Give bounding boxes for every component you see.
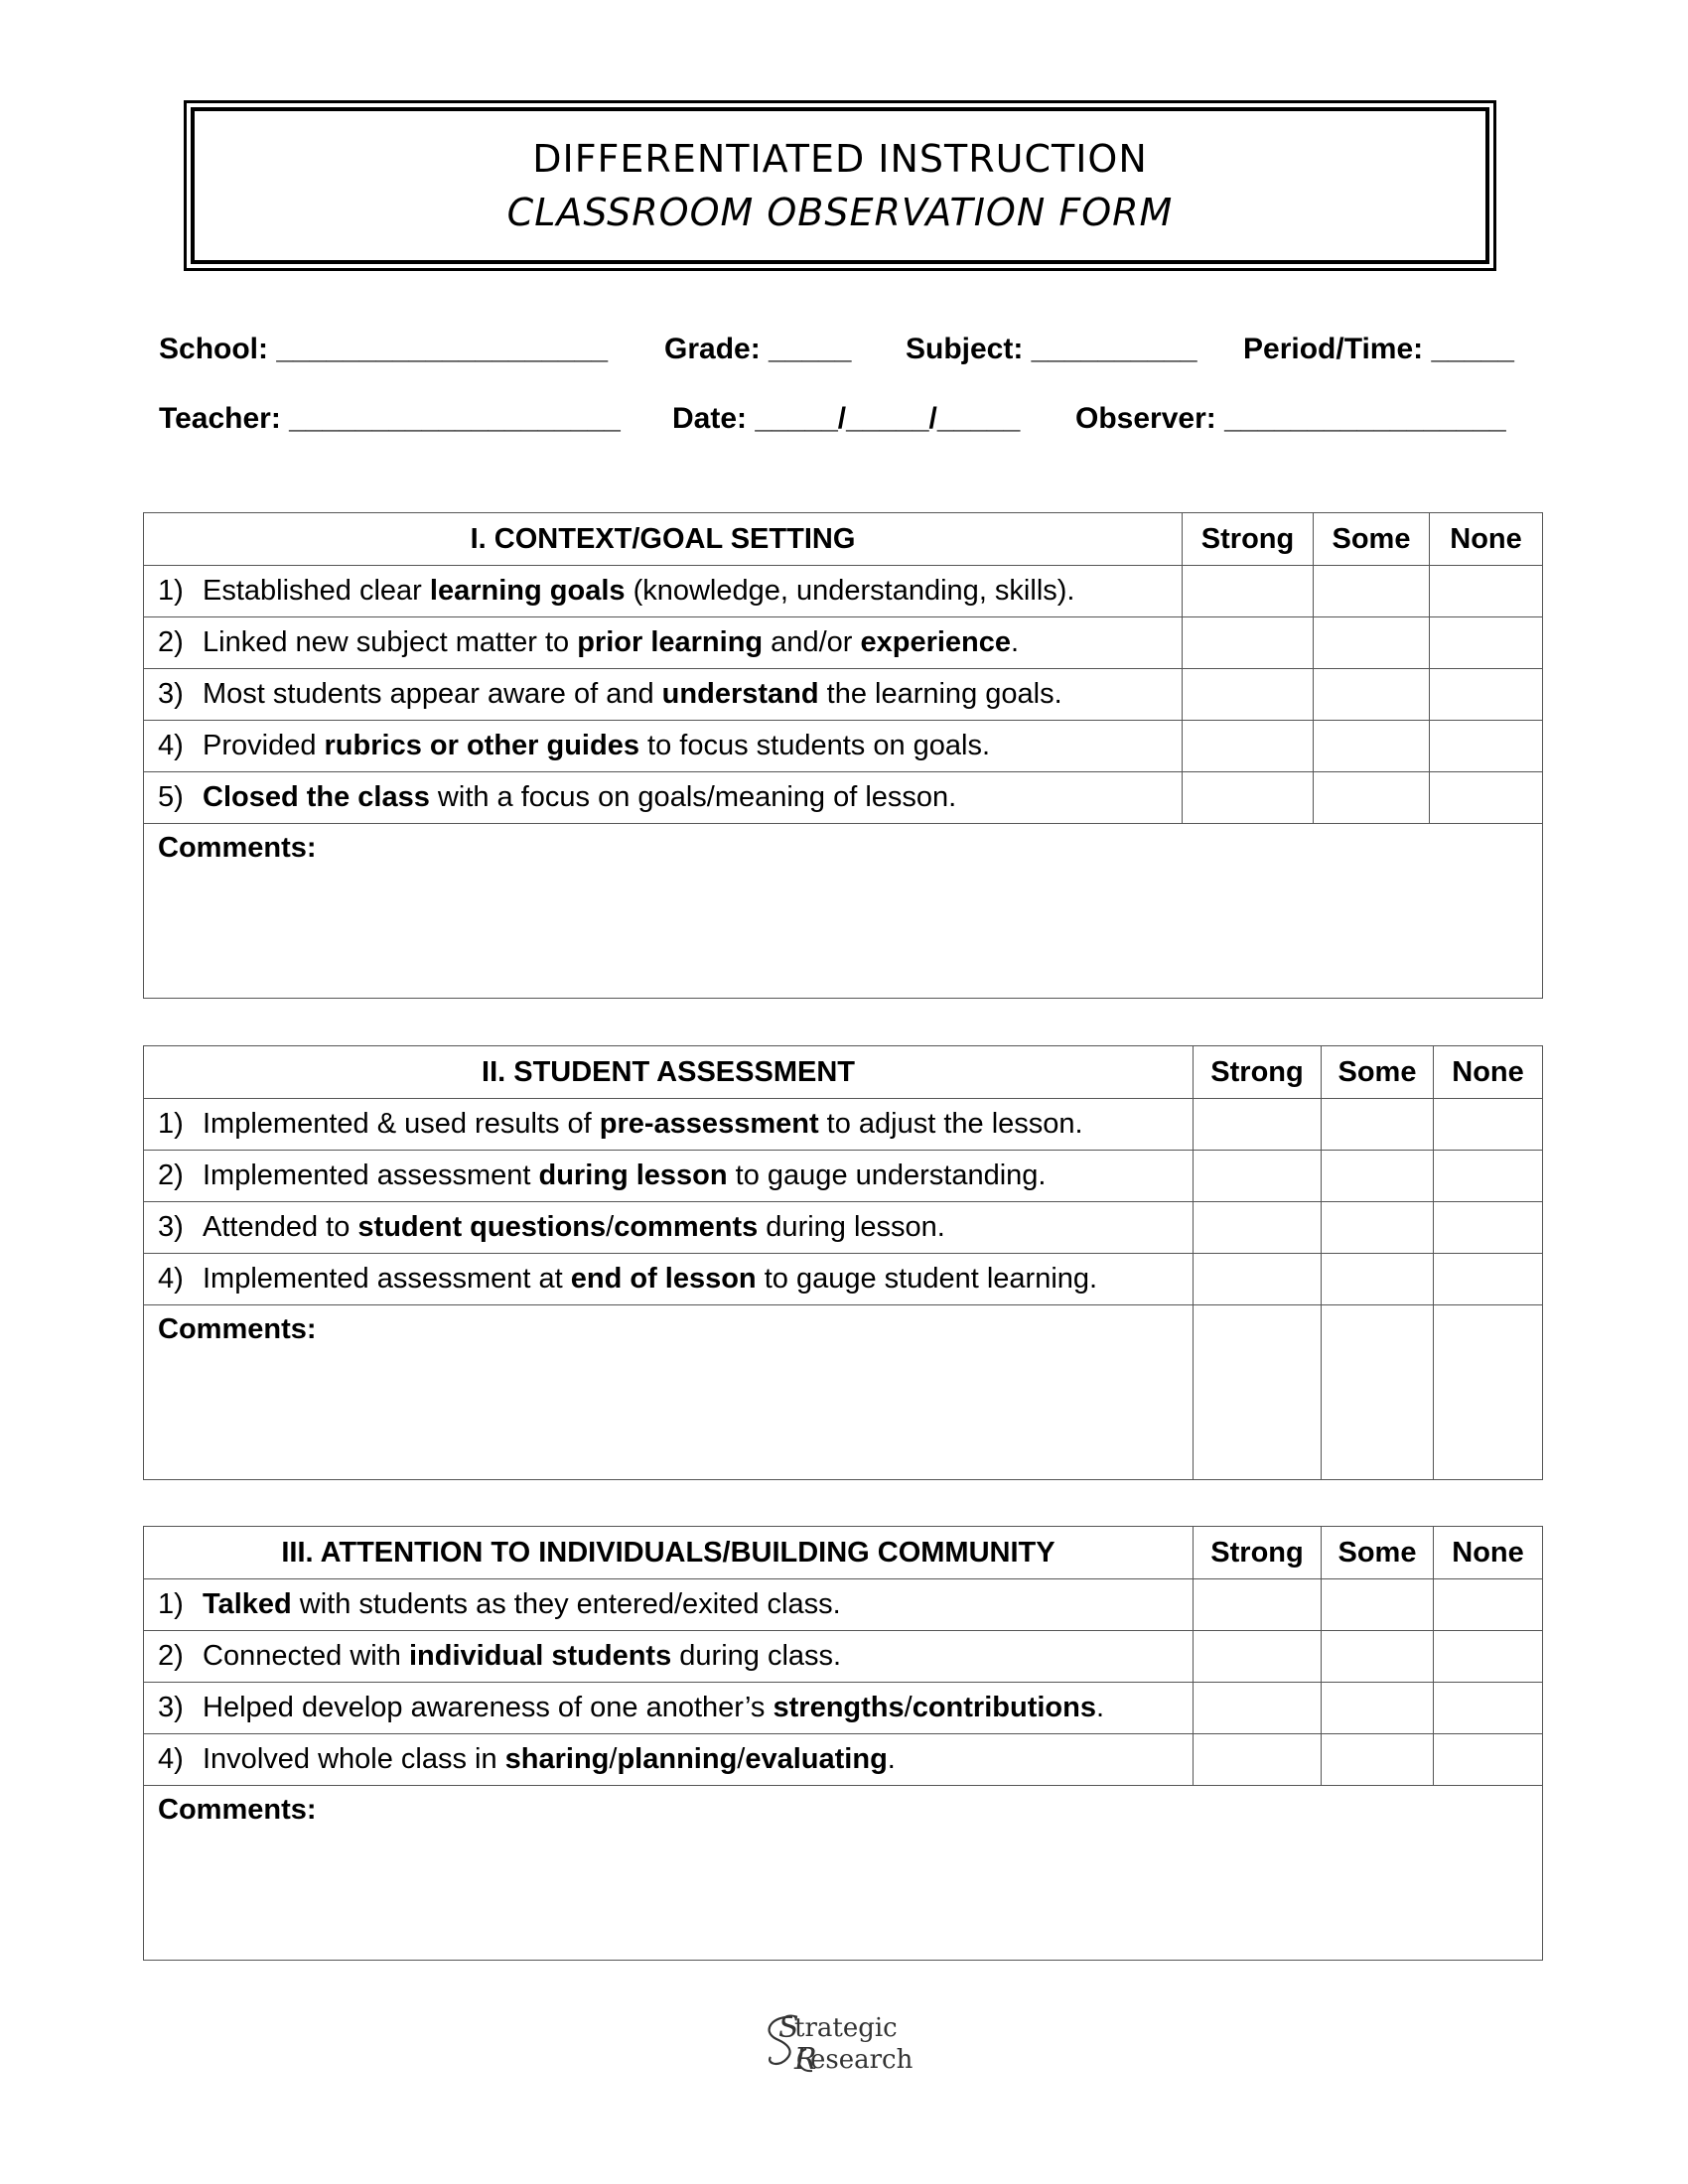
observer-field[interactable]: Observer: _________________ bbox=[1075, 402, 1506, 435]
criteria-number: 3) bbox=[158, 678, 184, 710]
criteria-fragment: and/or bbox=[763, 626, 861, 658]
criteria-row bbox=[144, 1631, 1543, 1683]
criteria-number: 4) bbox=[158, 1743, 184, 1775]
section-heading: I. CONTEXT/GOAL SETTING bbox=[144, 513, 1183, 566]
criteria-number: 2) bbox=[158, 626, 184, 658]
none-rating-cell[interactable] bbox=[1430, 617, 1543, 669]
comments-area[interactable] bbox=[144, 1786, 1543, 1961]
criteria-text bbox=[144, 1151, 1194, 1202]
criteria-number: 3) bbox=[158, 1692, 184, 1723]
criteria-fragment: with students as they entered/exited class. bbox=[291, 1588, 841, 1620]
none-rating-cell[interactable] bbox=[1434, 1202, 1543, 1254]
criteria-emphasis: learning goals bbox=[429, 575, 626, 607]
some-rating-cell[interactable] bbox=[1322, 1631, 1434, 1683]
section-header-row bbox=[144, 513, 1543, 566]
criteria-text bbox=[144, 1254, 1194, 1305]
strong-rating-cell[interactable] bbox=[1194, 1151, 1322, 1202]
form-title: DIFFERENTIATED INSTRUCTION bbox=[532, 137, 1148, 181]
strong-rating-cell[interactable] bbox=[1194, 1579, 1322, 1631]
none-rating-cell[interactable] bbox=[1434, 1254, 1543, 1305]
some-rating-cell[interactable] bbox=[1314, 772, 1430, 824]
criteria-emphasis: student questions bbox=[357, 1211, 607, 1243]
criteria-fragment: / bbox=[606, 1211, 615, 1243]
none-rating-cell[interactable] bbox=[1434, 1734, 1543, 1786]
comments-label: Comments: bbox=[158, 1794, 317, 1826]
criteria-emphasis: during lesson bbox=[538, 1160, 728, 1191]
criteria-fragment: Established clear bbox=[203, 575, 430, 607]
criteria-emphasis: Talked bbox=[203, 1588, 292, 1620]
none-rating-cell[interactable] bbox=[1434, 1683, 1543, 1734]
strong-column-header: Strong bbox=[1183, 513, 1314, 566]
strong-rating-cell[interactable] bbox=[1183, 669, 1314, 721]
some-rating-cell[interactable] bbox=[1314, 617, 1430, 669]
criteria-emphasis: individual students bbox=[408, 1640, 672, 1672]
criteria-fragment: Helped develop awareness of one another’s bbox=[203, 1692, 774, 1723]
logo-initial-s: S bbox=[778, 2010, 799, 2045]
criteria-text bbox=[144, 1734, 1194, 1786]
criteria-text bbox=[144, 1202, 1194, 1254]
criteria-fragment: the learning goals. bbox=[818, 678, 1062, 710]
strategic-research-logo bbox=[755, 2009, 953, 2079]
section-context-goal-setting bbox=[143, 512, 1543, 999]
strong-comment-cell[interactable] bbox=[1194, 1305, 1322, 1480]
criteria-number: 2) bbox=[158, 1640, 184, 1672]
comments-label: Comments: bbox=[158, 1313, 317, 1345]
strong-rating-cell[interactable] bbox=[1194, 1683, 1322, 1734]
criteria-number: 1) bbox=[158, 1108, 184, 1140]
title-box-content bbox=[192, 108, 1488, 263]
section-student-assessment bbox=[143, 1045, 1543, 1480]
grade-field[interactable]: Grade: _____ bbox=[664, 333, 852, 365]
criteria-fragment: (knowledge, understanding, skills). bbox=[625, 575, 1075, 607]
section-heading: III. ATTENTION TO INDIVIDUALS/BUILDING COMMUNITY bbox=[144, 1527, 1194, 1579]
criteria-row bbox=[144, 1099, 1543, 1151]
criteria-row bbox=[144, 1734, 1543, 1786]
criteria-text bbox=[144, 1683, 1194, 1734]
criteria-fragment: Linked new subject matter to bbox=[203, 626, 578, 658]
criteria-number: 4) bbox=[158, 1263, 184, 1295]
criteria-fragment: / bbox=[737, 1743, 746, 1775]
none-rating-cell[interactable] bbox=[1430, 772, 1543, 824]
comments-row bbox=[144, 824, 1543, 999]
some-rating-cell[interactable] bbox=[1314, 721, 1430, 772]
criteria-fragment: Involved whole class in bbox=[203, 1743, 505, 1775]
some-rating-cell[interactable] bbox=[1322, 1151, 1434, 1202]
criteria-emphasis: planning bbox=[617, 1743, 738, 1775]
comments-label: Comments: bbox=[158, 832, 317, 864]
title-box bbox=[184, 100, 1496, 271]
strong-rating-cell[interactable] bbox=[1194, 1631, 1322, 1683]
criteria-emphasis: experience bbox=[860, 626, 1012, 658]
criteria-fragment: with a focus on goals/meaning of lesson. bbox=[429, 781, 957, 813]
criteria-fragment: . bbox=[1011, 626, 1020, 658]
criteria-emphasis: comments bbox=[614, 1211, 759, 1243]
criteria-fragment: Implemented assessment at bbox=[203, 1263, 571, 1295]
some-rating-cell[interactable] bbox=[1322, 1579, 1434, 1631]
criteria-fragment: Attended to bbox=[203, 1211, 358, 1243]
criteria-text bbox=[144, 1099, 1194, 1151]
logo-word-research: esearch bbox=[810, 2045, 914, 2075]
none-column-header: None bbox=[1434, 1046, 1543, 1099]
comments-area[interactable] bbox=[144, 824, 1543, 999]
criteria-row bbox=[144, 1151, 1543, 1202]
some-column-header: Some bbox=[1322, 1046, 1434, 1099]
criteria-fragment: to gauge student learning. bbox=[756, 1263, 1098, 1295]
criteria-row bbox=[144, 1579, 1543, 1631]
criteria-text bbox=[144, 1631, 1194, 1683]
some-column-header: Some bbox=[1322, 1527, 1434, 1579]
some-rating-cell[interactable] bbox=[1322, 1734, 1434, 1786]
criteria-emphasis: prior learning bbox=[577, 626, 764, 658]
none-rating-cell[interactable] bbox=[1430, 669, 1543, 721]
strong-rating-cell[interactable] bbox=[1183, 617, 1314, 669]
criteria-fragment: during class. bbox=[671, 1640, 842, 1672]
criteria-row bbox=[144, 617, 1543, 669]
criteria-text bbox=[144, 1579, 1194, 1631]
strong-rating-cell[interactable] bbox=[1194, 1734, 1322, 1786]
criteria-text bbox=[144, 721, 1183, 772]
criteria-fragment: . bbox=[1095, 1692, 1105, 1723]
criteria-text bbox=[144, 669, 1183, 721]
criteria-number: 4) bbox=[158, 730, 184, 761]
some-rating-cell[interactable] bbox=[1322, 1202, 1434, 1254]
criteria-fragment: . bbox=[887, 1743, 896, 1775]
criteria-fragment: Implemented assessment bbox=[203, 1160, 539, 1191]
some-rating-cell[interactable] bbox=[1314, 566, 1430, 617]
criteria-emphasis: rubrics or other guides bbox=[324, 730, 639, 761]
strong-rating-cell[interactable] bbox=[1194, 1254, 1322, 1305]
criteria-fragment: Connected with bbox=[203, 1640, 409, 1672]
school-field[interactable]: School: ____________________ bbox=[159, 333, 609, 365]
section-header-row bbox=[144, 1527, 1543, 1579]
criteria-emphasis: end of lesson bbox=[570, 1263, 757, 1295]
strong-rating-cell[interactable] bbox=[1183, 772, 1314, 824]
none-rating-cell[interactable] bbox=[1434, 1099, 1543, 1151]
criteria-number: 1) bbox=[158, 1588, 184, 1620]
criteria-fragment: Provided bbox=[203, 730, 325, 761]
criteria-fragment: to focus students on goals. bbox=[638, 730, 991, 761]
criteria-fragment: Implemented & used results of bbox=[203, 1108, 600, 1140]
criteria-emphasis: understand bbox=[661, 678, 819, 710]
criteria-fragment: Most students appear aware of and bbox=[203, 678, 662, 710]
section-header-row bbox=[144, 1046, 1543, 1099]
strong-column-header: Strong bbox=[1194, 1527, 1322, 1579]
strong-rating-cell[interactable] bbox=[1183, 721, 1314, 772]
criteria-number: 3) bbox=[158, 1211, 184, 1243]
comments-area[interactable] bbox=[144, 1305, 1194, 1480]
teacher-field[interactable]: Teacher: ____________________ bbox=[159, 402, 621, 435]
criteria-row bbox=[144, 566, 1543, 617]
date-field[interactable]: Date: _____/_____/_____ bbox=[672, 402, 1021, 435]
criteria-emphasis: Closed the class bbox=[203, 781, 430, 813]
criteria-number: 5) bbox=[158, 781, 184, 813]
criteria-fragment: to gauge understanding. bbox=[727, 1160, 1047, 1191]
criteria-emphasis: sharing bbox=[504, 1743, 610, 1775]
criteria-emphasis: evaluating bbox=[745, 1743, 888, 1775]
section-heading: II. STUDENT ASSESSMENT bbox=[144, 1046, 1194, 1099]
section-attention-to-individuals bbox=[143, 1526, 1543, 1961]
some-column-header: Some bbox=[1314, 513, 1430, 566]
none-rating-cell[interactable] bbox=[1434, 1579, 1543, 1631]
form-subtitle: CLASSROOM OBSERVATION FORM bbox=[506, 191, 1174, 234]
logo-initial-r: R bbox=[794, 2042, 817, 2077]
none-rating-cell[interactable] bbox=[1430, 566, 1543, 617]
some-rating-cell[interactable] bbox=[1314, 669, 1430, 721]
strong-rating-cell[interactable] bbox=[1194, 1202, 1322, 1254]
strong-column-header: Strong bbox=[1194, 1046, 1322, 1099]
criteria-emphasis: strengths bbox=[773, 1692, 905, 1723]
criteria-row bbox=[144, 721, 1543, 772]
criteria-number: 1) bbox=[158, 575, 184, 607]
criteria-emphasis: contributions bbox=[912, 1692, 1096, 1723]
strong-rating-cell[interactable] bbox=[1194, 1099, 1322, 1151]
period-time-field[interactable]: Period/Time: _____ bbox=[1243, 333, 1514, 365]
criteria-fragment: / bbox=[904, 1692, 913, 1723]
some-rating-cell[interactable] bbox=[1322, 1683, 1434, 1734]
comments-row bbox=[144, 1786, 1543, 1961]
none-rating-cell[interactable] bbox=[1434, 1151, 1543, 1202]
strong-rating-cell[interactable] bbox=[1183, 566, 1314, 617]
none-comment-cell[interactable] bbox=[1434, 1305, 1543, 1480]
criteria-row bbox=[144, 1683, 1543, 1734]
criteria-fragment: / bbox=[609, 1743, 618, 1775]
criteria-row bbox=[144, 1202, 1543, 1254]
comments-row bbox=[144, 1305, 1543, 1480]
criteria-text bbox=[144, 566, 1183, 617]
logo-word-strategic: trategic bbox=[794, 2013, 898, 2043]
some-rating-cell[interactable] bbox=[1322, 1099, 1434, 1151]
criteria-number: 2) bbox=[158, 1160, 184, 1191]
none-column-header: None bbox=[1434, 1527, 1543, 1579]
criteria-row bbox=[144, 669, 1543, 721]
some-comment-cell[interactable] bbox=[1322, 1305, 1434, 1480]
some-rating-cell[interactable] bbox=[1322, 1254, 1434, 1305]
criteria-fragment: during lesson. bbox=[758, 1211, 945, 1243]
criteria-row bbox=[144, 1254, 1543, 1305]
criteria-emphasis: pre-assessment bbox=[599, 1108, 819, 1140]
none-rating-cell[interactable] bbox=[1430, 721, 1543, 772]
criteria-fragment: to adjust the lesson. bbox=[818, 1108, 1083, 1140]
subject-field[interactable]: Subject: __________ bbox=[906, 333, 1197, 365]
none-column-header: None bbox=[1430, 513, 1543, 566]
criteria-text bbox=[144, 772, 1183, 824]
criteria-row bbox=[144, 772, 1543, 824]
none-rating-cell[interactable] bbox=[1434, 1631, 1543, 1683]
criteria-text bbox=[144, 617, 1183, 669]
